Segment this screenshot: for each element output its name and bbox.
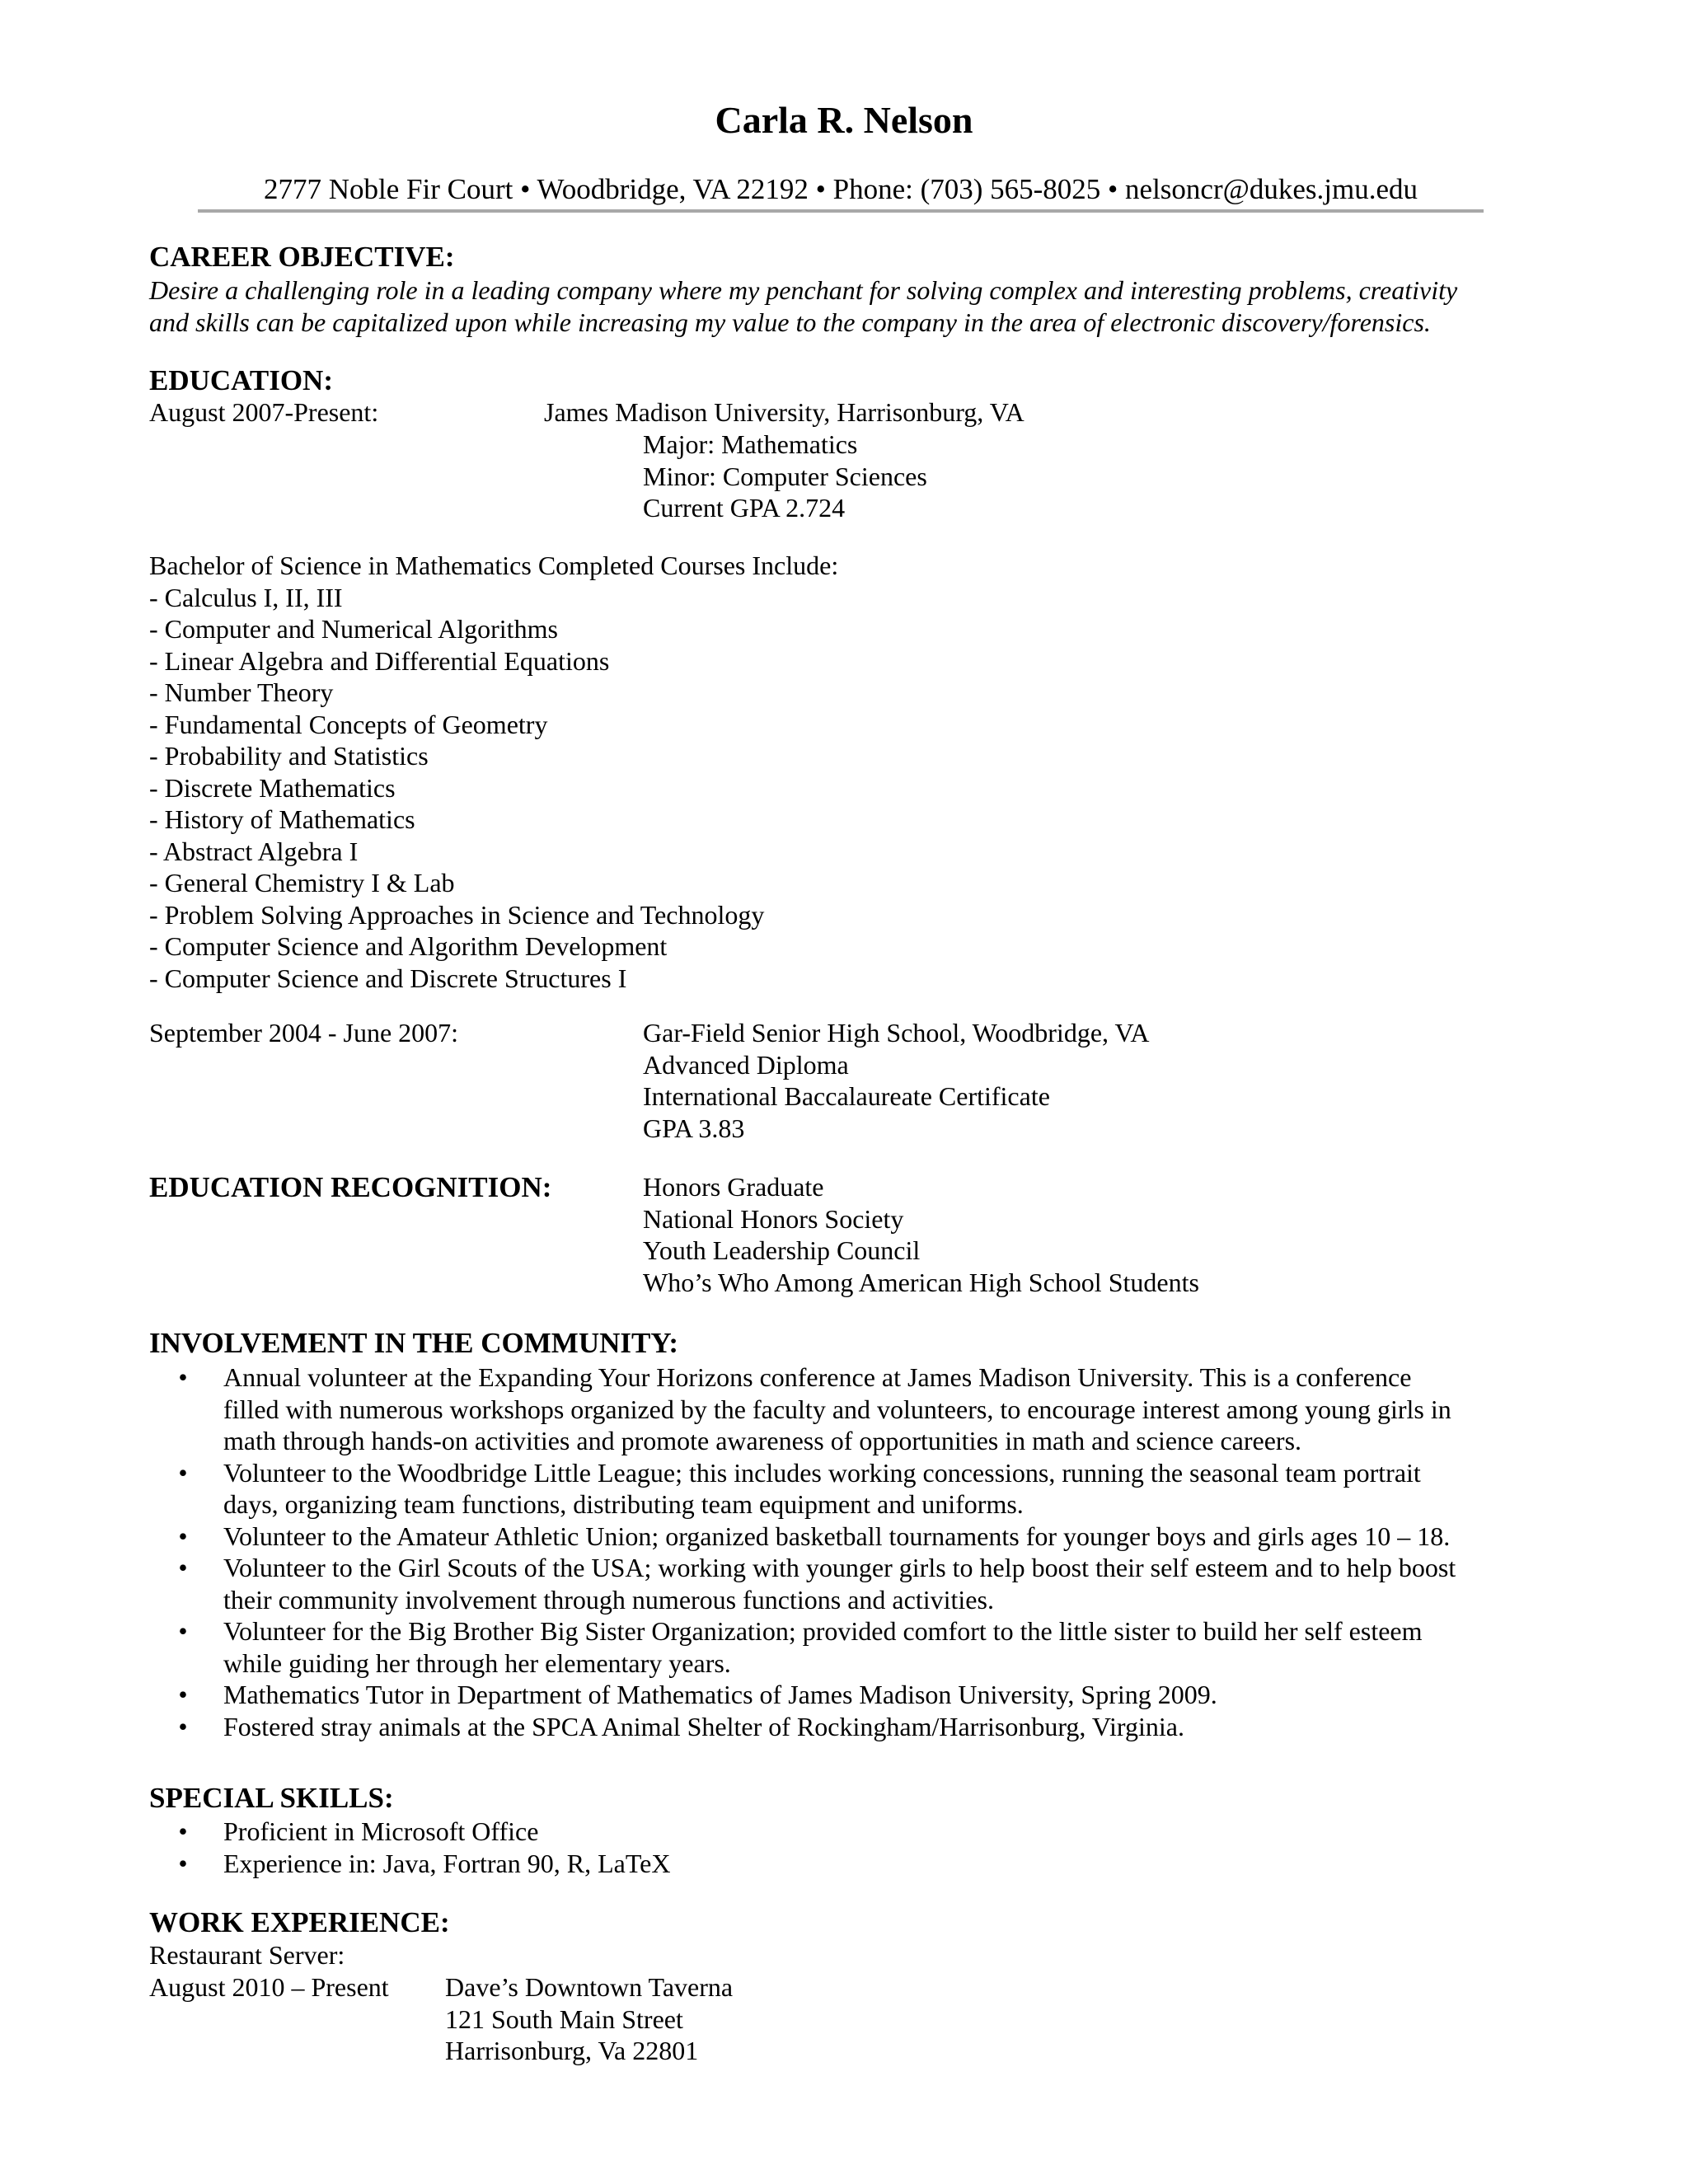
course-item: - Abstract Algebra I [149, 836, 359, 866]
bullet-icon: • [178, 1616, 188, 1646]
resume-name: Carla R. Nelson [715, 99, 973, 141]
jmu-detail: Minor: Computer Sciences [643, 461, 927, 491]
community-item-line: Mathematics Tutor in Department of Mathematics of James Madison University, Spring 2009. [223, 1680, 1217, 1709]
community-item-line: Volunteer to the Amateur Athletic Union; organized basketball tournaments for younger boys and girls ages 10 – 18. [223, 1521, 1451, 1551]
bullet-icon: • [178, 1553, 188, 1582]
recognition-heading: EDUCATION RECOGNITION: [149, 1171, 552, 1203]
community-heading: INVOLVEMENT IN THE COMMUNITY: [149, 1327, 679, 1359]
community-item-line: filled with numerous workshops organized by the faculty and volunteers, to encourage interest among young girls in [223, 1394, 1451, 1424]
recognition-list [643, 1171, 1199, 1298]
highschool-line: Gar-Field Senior High School, Woodbridge, VA [643, 1018, 1150, 1047]
community-item-line: math through hands-on activities and promote awareness of opportunities in math and science careers. [223, 1426, 1302, 1455]
jmu-detail: Major: Mathematics [643, 429, 858, 459]
objective-line: and skills can be capitalized upon while increasing my value to the company in the area of electronic discovery/forensics. [149, 307, 1431, 337]
skill-item [149, 1816, 1550, 1848]
header-divider [198, 209, 1484, 213]
community-item [149, 1615, 1550, 1679]
highschool-line: Advanced Diploma [643, 1049, 849, 1080]
work-role: Restaurant Server: [149, 1940, 345, 1970]
community-item [149, 1679, 1550, 1711]
course-item: - Problem Solving Approaches in Science and Technology [149, 899, 765, 930]
community-item [149, 1552, 1550, 1615]
jmu-school: James Madison University, Harrisonburg, VA [544, 397, 1025, 427]
work-heading: WORK EXPERIENCE: [149, 1906, 450, 1938]
course-item: - General Chemistry I & Lab [149, 868, 455, 898]
jmu-details [643, 429, 927, 524]
work-employer-line: Dave’s Downtown Taverna [445, 1972, 734, 2002]
bullet-icon: • [178, 1816, 188, 1846]
highschool-line: International Baccalaureate Certificate [643, 1081, 1050, 1111]
community-item-line: while guiding her through her elementary years. [223, 1647, 731, 1678]
course-item: - Discrete Mathematics [149, 772, 396, 803]
jmu-dates: August 2007-Present: [149, 397, 379, 427]
community-item [149, 1711, 1550, 1743]
bullet-icon: • [178, 1680, 188, 1709]
highschool-dates: September 2004 - June 2007: [149, 1018, 459, 1047]
skills-list [149, 1816, 1550, 1879]
course-item: - Computer and Numerical Algorithms [149, 614, 558, 644]
course-list [149, 550, 838, 994]
bullet-icon: • [178, 1521, 188, 1551]
jmu-detail: Current GPA 2.724 [643, 493, 846, 523]
community-item [149, 1457, 1550, 1521]
bullet-icon: • [178, 1711, 188, 1741]
course-item: - Linear Algebra and Differential Equations [149, 645, 610, 676]
community-item-line: Volunteer to the Woodbridge Little League; this includes working concessions, running the seasonal team portrait [223, 1457, 1421, 1488]
bullet-icon: • [178, 1362, 188, 1392]
community-item [149, 1521, 1550, 1553]
community-item [149, 1361, 1550, 1457]
work-employer [445, 1971, 733, 2067]
course-item: - History of Mathematics [149, 804, 415, 834]
course-item: - Computer Science and Discrete Structures I [149, 963, 627, 993]
work-employer-line: Harrisonburg, Va 22801 [445, 2036, 699, 2065]
education-heading: EDUCATION: [149, 364, 333, 396]
community-list [149, 1361, 1550, 1742]
recognition-item: National Honors Society [643, 1203, 904, 1234]
courses-intro: Bachelor of Science in Mathematics Completed Courses Include: [149, 551, 839, 580]
contact-line: 2777 Noble Fir Court • Woodbridge, VA 22192 • Phone: (703) 565-8025 • nelsoncr@dukes.jmu.edu [264, 173, 1418, 205]
bullet-icon: • [178, 1848, 188, 1878]
highschool-details [643, 1017, 1150, 1144]
work-employer-line: 121 South Main Street [445, 2004, 683, 2034]
bullet-icon: • [178, 1457, 188, 1488]
course-item: - Computer Science and Algorithm Development [149, 931, 668, 961]
community-item-line: their community involvement through numerous functions and activities. [223, 1584, 994, 1615]
objective-heading: CAREER OBJECTIVE: [149, 241, 455, 273]
skill-item [149, 1848, 1550, 1880]
recognition-item: Who’s Who Among American High School Students [643, 1267, 1199, 1297]
skill-item-text: Proficient in Microsoft Office [223, 1816, 539, 1846]
recognition-item: Youth Leadership Council [643, 1235, 921, 1265]
community-item-line: Annual volunteer at the Expanding Your Horizons conference at James Madison University. This is a conference [223, 1362, 1412, 1392]
course-item: - Number Theory [149, 677, 334, 707]
objective-line: Desire a challenging role in a leading company where my penchant for solving complex and interesting problems, creativity [149, 275, 1458, 305]
skills-heading: SPECIAL SKILLS: [149, 1782, 394, 1814]
community-item-line: days, organizing team functions, distributing team equipment and uniforms. [223, 1489, 1024, 1519]
course-item: - Probability and Statistics [149, 741, 429, 771]
community-item-line: Volunteer for the Big Brother Big Sister Organization; provided comfort to the little sister to build her self esteem [223, 1616, 1423, 1646]
community-item-line: Fostered stray animals at the SPCA Animal Shelter of Rockingham/Harrisonburg, Virginia. [223, 1711, 1184, 1741]
course-item: - Calculus I, II, III [149, 582, 343, 612]
objective-text [149, 274, 1534, 338]
highschool-line: GPA 3.83 [643, 1113, 745, 1143]
work-dates: August 2010 – Present [149, 1972, 389, 2002]
course-item: - Fundamental Concepts of Geometry [149, 709, 548, 739]
community-item-line: Volunteer to the Girl Scouts of the USA; working with younger girls to help boost their self esteem and to help boost [223, 1553, 1456, 1582]
recognition-item: Honors Graduate [643, 1172, 824, 1202]
skill-item-text: Experience in: Java, Fortran 90, R, LaTeX [223, 1848, 671, 1878]
